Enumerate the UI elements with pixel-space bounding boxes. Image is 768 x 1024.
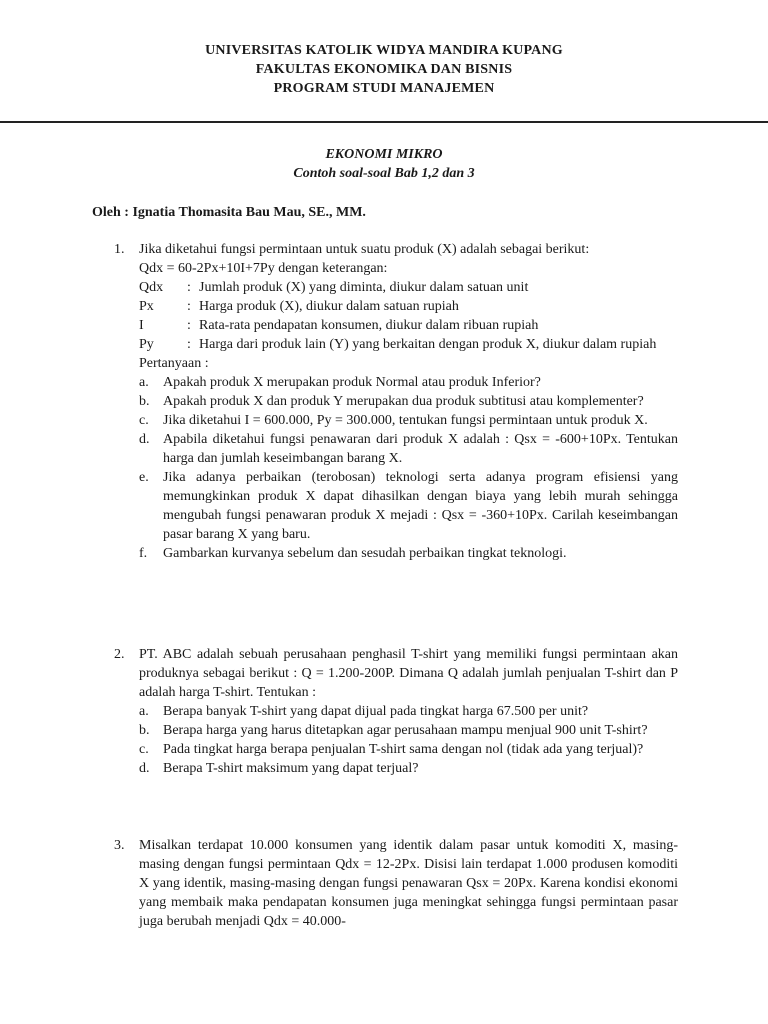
course-title: EKONOMI MIKRO [325,147,443,162]
questions-label: Pertanyaan : [139,356,209,371]
question-intro: Jika diketahui fungsi permintaan untuk suatu produk (X) adalah sebagai berikut: [139,242,590,257]
sub-question [139,392,678,411]
sub-question [139,702,678,721]
question-number: 3. [114,838,125,853]
question-number: 2. [114,647,125,662]
sub-question-label: b. [139,394,150,409]
sub-question-text: Jika adanya perbaikan (terobosan) teknologi serta adanya program efisiensi yang memungkinkan produk X dapat dihasilkan dengan biaya yang lebih murah sehingga mengubah fungsi penawaran produk X mejadi : Qsx = -360+10Px. Carilah keseimbangan pasar barang X yang baru. [163,470,678,542]
formula: Qdx = 60-2Px+10I+7Py dengan keterangan: [139,261,388,276]
sub-question-text: Jika diketahui I = 600.000, Py = 300.000, tentukan fungsi permintaan untuk produk X. [163,413,648,428]
definition-term: Px [139,299,154,314]
question-3 [114,836,678,931]
sub-question-text: Apakah produk X merupakan produk Normal atau produk Inferior? [163,375,541,390]
sub-question-label: d. [139,432,150,447]
document-title [0,145,768,183]
university-name: UNIVERSITAS KATOLIK WIDYA MANDIRA KUPANG [205,43,563,58]
sub-question-text: Berapa harga yang harus ditetapkan agar perusahaan mampu menjual 900 unit T-shirt? [163,723,648,738]
definition-row: Qdx : Jumlah produk (X) yang diminta, diukur dalam satuan unit [139,278,678,297]
sub-question-text: Pada tingkat harga berapa penjualan T-shirt sama dengan nol (tidak ada yang terjual)? [163,742,644,757]
sub-question [139,721,678,740]
document-subtitle: Contoh soal-soal Bab 1,2 dan 3 [293,166,475,181]
header-divider [0,121,768,123]
sub-question-label: e. [139,470,149,485]
sub-question-label: f. [139,546,148,561]
sub-question [139,430,678,468]
definition-term: I [139,318,144,333]
sub-question [139,411,678,430]
program-name: PROGRAM STUDI MANAJEMEN [273,81,495,96]
definition-desc: Rata-rata pendapatan konsumen, diukur dalam ribuan rupiah [199,318,539,333]
definition-term: Qdx [139,280,164,295]
definition-desc: Harga produk (X), diukur dalam satuan rupiah [199,299,459,314]
faculty-name: FAKULTAS EKONOMIKA DAN BISNIS [255,62,513,77]
sub-question-text: Gambarkan kurvanya sebelum dan sesudah perbaikan tingkat teknologi. [163,546,567,561]
sub-question-label: c. [139,742,149,757]
question-number: 1. [114,242,125,257]
sub-question [139,759,678,778]
sub-question [139,544,678,563]
sub-question-text: Apabila diketahui fungsi penawaran dari produk X adalah : Qsx = -600+10Px. Tentukan harga dan jumlah keseimbangan barang X. [163,432,678,466]
question-intro: PT. ABC adalah sebuah perusahaan penghasil T-shirt yang memiliki fungsi permintaan akan produknya sebagai berikut : Q = 1.200-200P. Dimana Q adalah jumlah penjualan T-shirt dan P adalah harga T-shirt. Tentukan : [139,647,678,700]
sub-question-label: c. [139,413,149,428]
sub-question-label: a. [139,375,149,390]
definition-desc: Harga dari produk lain (Y) yang berkaitan dengan produk X, diukur dalam rupiah [199,337,657,352]
question-2 [114,645,678,778]
sub-question-label: b. [139,723,150,738]
definition-row: Px : Harga produk (X), diukur dalam satuan rupiah [139,297,678,316]
sub-question-text: Berapa T-shirt maksimum yang dapat terjual? [163,761,419,776]
definition-desc: Jumlah produk (X) yang diminta, diukur dalam satuan unit [199,280,529,295]
sub-question [139,740,678,759]
question-1 [114,240,678,563]
author-line: Oleh : Ignatia Thomasita Bau Mau, SE., MM. [92,205,366,220]
question-intro: Misalkan terdapat 10.000 konsumen yang identik dalam pasar untuk komoditi X, masing-masing dengan fungsi permintaan Qdx = 12-2Px. Disisi lain terdapat 1.000 produsen komoditi X yang identik, masing-masing dengan fungsi penawaran Qsx = 20Px. Karena kondisi ekonomi yang membaik maka pendapatan konsumen juga meningkat sehingga fungsi permintaan pasar juga berubah menjadi Qdx = 40.000- [139,838,678,929]
sub-question [139,468,678,544]
sub-question [139,373,678,392]
sub-question-text: Berapa banyak T-shirt yang dapat dijual pada tingkat harga 67.500 per unit? [163,704,589,719]
sub-question-text: Apakah produk X dan produk Y merupakan dua produk subtitusi atau komplementer? [163,394,644,409]
sub-question-label: a. [139,704,149,719]
definition-row: Py : Harga dari produk lain (Y) yang berkaitan dengan produk X, diukur dalam rupiah [139,335,678,354]
definition-row: I : Rata-rata pendapatan konsumen, diukur dalam ribuan rupiah [139,316,678,335]
document-header [0,41,768,98]
sub-question-label: d. [139,761,150,776]
definition-term: Py [139,337,154,352]
